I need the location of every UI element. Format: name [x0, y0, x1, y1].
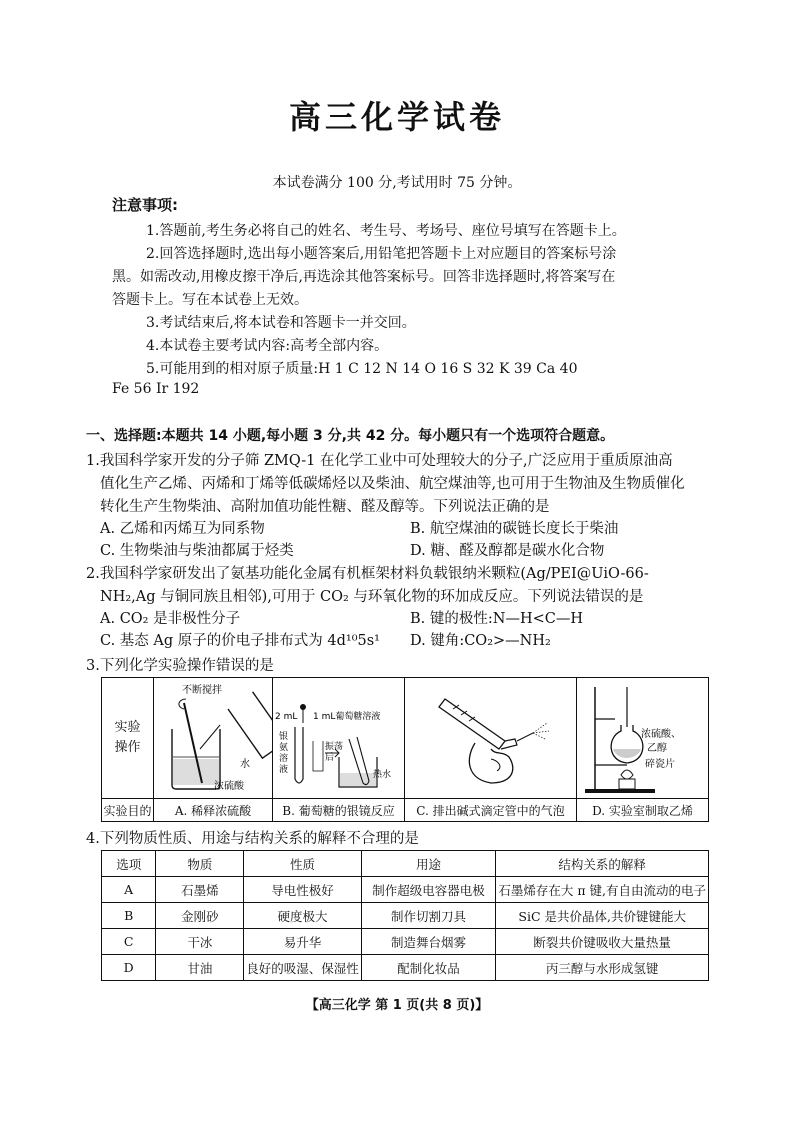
- table-cell: SiC 是共价晶体,共价键键能大: [496, 903, 709, 929]
- q2-option-d: D. 键角:CO₂>—NH₂: [410, 633, 551, 649]
- note-line: 1.答题前,考生务必将自己的姓名、考生号、考场号、座位号填写在答题卡上。: [146, 223, 626, 239]
- q2-line: 2.我国科学家研发出了氨基功能化金属有机框架材料负载银纳米颗粒(Ag/PEI@UiO-66-: [86, 566, 649, 582]
- q2-option-c: C. 基态 Ag 原子的价电子排布式为 4d¹⁰5s¹: [100, 633, 380, 649]
- note-line: 答题卡上。写在本试卷上无效。: [112, 292, 308, 308]
- table-row: [102, 955, 709, 981]
- figure-c-burette: [405, 678, 577, 799]
- q1-option-c: C. 生物柴油与柴油都属于烃类: [100, 543, 294, 559]
- label-ethanol: 乙醇: [647, 743, 667, 754]
- table-cell: A: [102, 877, 156, 903]
- note-line: 黑。如需改动,用橡皮擦干净后,再选涂其他答案标号。回答非选择题时,将答案写在: [112, 269, 616, 285]
- table-cell: 良好的吸湿、保湿性: [244, 955, 362, 981]
- table-row: [102, 903, 709, 929]
- table-cell: 断裂共价键吸收大量热量: [496, 929, 709, 955]
- table-cell: 石墨烯存在大 π 键,有自由流动的电子: [496, 877, 709, 903]
- table-header: 结构关系的解释: [496, 851, 709, 877]
- q2-option-a: A. CO₂ 是非极性分子: [100, 611, 241, 627]
- q1-line: 1.我国科学家开发的分子筛 ZMQ-1 在化学工业中可处理较大的分子,广泛应用于重质原油高: [86, 453, 673, 469]
- q2-line: NH₂,Ag 与铜同族且相邻),可用于 CO₂ 与环氧化物的环加成反应。下列说法错误的是: [100, 589, 644, 605]
- table-cell: D: [102, 955, 156, 981]
- page-title: 高三化学试卷: [288, 98, 505, 136]
- table-cell: 干冰: [156, 929, 244, 955]
- q3-stem: 3.下列化学实验操作错误的是: [86, 658, 274, 674]
- q2-option-b: B. 键的极性:N—H<C—H: [410, 611, 583, 627]
- table-cell: 甘油: [156, 955, 244, 981]
- q1-line: 值化生产乙烯、丙烯和丁烯等低碳烯烃以及柴油、航空煤油等,也可用于生物油及生物质催化: [100, 476, 685, 492]
- purpose-b: B. 葡萄糖的银镜反应: [273, 799, 405, 822]
- table-header: 物质: [156, 851, 244, 877]
- table-cell: 金刚砂: [156, 903, 244, 929]
- exam-info: 本试卷满分 100 分,考试用时 75 分钟。: [272, 175, 522, 191]
- q4-stem: 4.下列物质性质、用途与结构关系的解释不合理的是: [86, 831, 419, 847]
- note-line: Fe 56 Ir 192: [112, 381, 200, 397]
- table-cell: B: [102, 903, 156, 929]
- label-d-acid: 浓硫酸、: [641, 729, 681, 740]
- table-cell: 制作超级电容器电极: [361, 877, 496, 903]
- purpose-a: A. 稀释浓硫酸: [154, 799, 273, 822]
- label-hot-water: 热水: [373, 770, 392, 780]
- q1-line: 转化生产生物柴油、高附加值功能性糖、醛及醇等。下列说法正确的是: [100, 499, 550, 515]
- label-shake: 振荡后: [325, 742, 344, 763]
- label-silver: 银氨溶液: [279, 732, 289, 775]
- table-row: [102, 877, 709, 903]
- table-header: 性质: [244, 851, 362, 877]
- table-cell: 石墨烯: [156, 877, 244, 903]
- note-line: 3.考试结束后,将本试卷和答题卡一并交回。: [146, 315, 416, 331]
- table-cell: 硬度极大: [244, 903, 362, 929]
- row-label-purpose: 实验目的: [102, 799, 154, 822]
- section-heading: 一、选择题:本题共 14 小题,每小题 3 分,共 42 分。每小题只有一个选项符合题意。: [86, 428, 615, 444]
- experiment-table: [101, 677, 709, 822]
- burette-hand-icon: [405, 679, 576, 797]
- table-cell: 制作切割刀具: [361, 903, 496, 929]
- q1-option-b: B. 航空煤油的碳链长度长于柴油: [410, 521, 619, 537]
- table-cell: 配制化妆品: [361, 955, 496, 981]
- page-footer: 【高三化学 第 1 页(共 8 页)】: [305, 998, 489, 1013]
- label-water: 水: [240, 759, 250, 770]
- note-line: 2.回答选择题时,选出每小题答案后,用铅笔把答题卡上对应题目的答案标号涂: [146, 246, 617, 262]
- label-chips: 碎瓷片: [645, 759, 675, 770]
- q1-option-a: A. 乙烯和丙烯互为同系物: [100, 521, 265, 537]
- purpose-c: C. 排出碱式滴定管中的气泡: [405, 799, 577, 822]
- row-label-operation: 实验 操作: [102, 678, 154, 799]
- beaker-stirring-icon: [154, 679, 272, 797]
- q1-option-d: D. 糖、醛及醇都是碳水化合物: [410, 543, 605, 559]
- figure-a-dilution: [154, 678, 273, 799]
- table-cell: 丙三醇与水形成氢键: [496, 955, 709, 981]
- table-header: 选项: [102, 851, 156, 877]
- note-line: 5.可能用到的相对原子质量:H 1 C 12 N 14 O 16 S 32 K 39 Ca 40: [146, 361, 578, 377]
- label-stir: 不断搅拌: [182, 685, 222, 696]
- label-1ml: 1 mL葡萄糖溶液: [313, 712, 381, 722]
- property-table: [101, 850, 709, 981]
- note-line: 4.本试卷主要考试内容:高考全部内容。: [146, 338, 389, 354]
- notes-heading: 注意事项:: [112, 196, 178, 214]
- figure-b-silver-mirror: [273, 678, 405, 799]
- table-cell: C: [102, 929, 156, 955]
- table-cell: 制造舞台烟雾: [361, 929, 496, 955]
- test-tubes-icon: [273, 679, 404, 797]
- flask-stand-icon: [577, 679, 708, 797]
- purpose-d: D. 实验室制取乙烯: [577, 799, 709, 822]
- table-row: [102, 929, 709, 955]
- figure-d-ethylene: [577, 678, 709, 799]
- table-cell: 易升华: [244, 929, 362, 955]
- table-cell: 导电性极好: [244, 877, 362, 903]
- label-acid: 浓硫酸: [214, 781, 244, 792]
- label-2ml: 2 mL: [275, 712, 298, 722]
- table-header: 用途: [361, 851, 496, 877]
